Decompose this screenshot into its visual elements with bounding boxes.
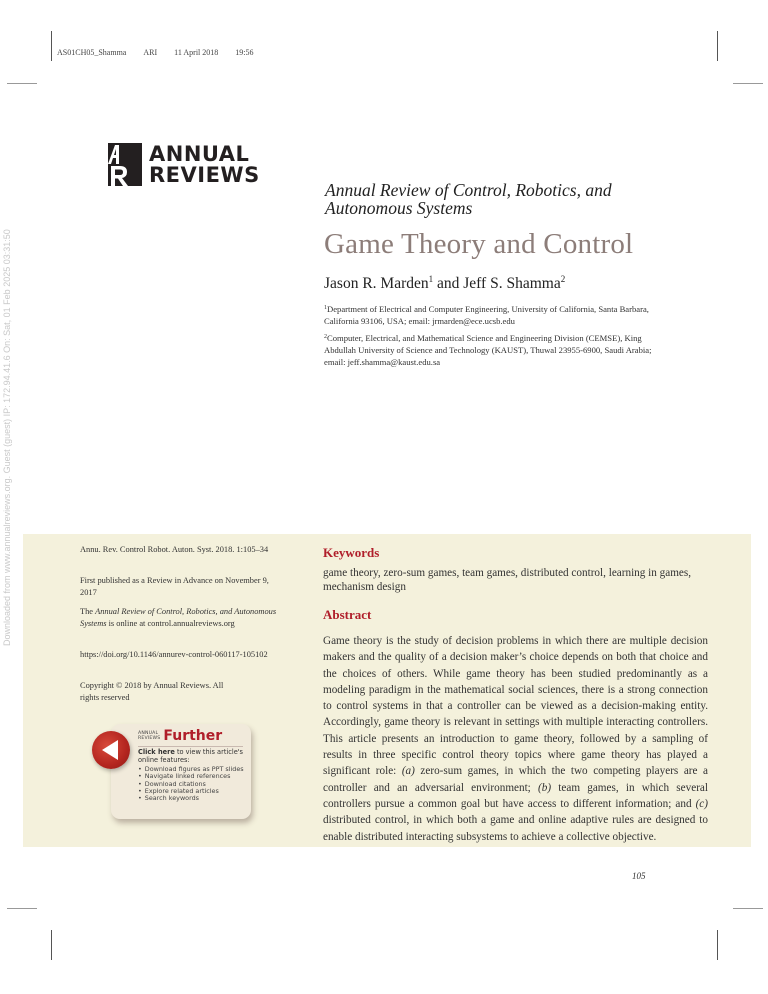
download-watermark: Downloaded from www.annualreviews.org. Guest (guest) IP: 172.94.41.6 On: Sat, 01 Feb 2025 03:31:50 [2,229,12,646]
online-info [80,606,280,630]
header-date: 11 April 2018 [174,48,219,57]
crop-mark [717,930,718,960]
further-intro [138,749,248,764]
abstract-text [323,633,708,845]
citation: Annu. Rev. Control Robot. Auton. Syst. 2018. 1:105–34 [80,545,269,554]
affiliation-text: Computer, Electrical, and Mathematical Science and Engineering Division (CEMSE), King Abdullah University of Science and Technology (KAUST), Thuwal 23955-6900, Saudi Arabia; email: jeff.shamma@kaust.edu.sa [324,333,652,367]
crop-mark [717,31,718,61]
crop-mark [733,908,763,909]
abstract-part: team games, in which several controllers pursue a common goal but have access to different information; and [323,781,708,810]
copyright: Copyright © 2018 by Annual Reviews. All rights reserved [80,681,224,702]
logo-line-1: ANNUAL [149,141,250,166]
journal-name: Annual Review of Control, Robotics, and Autonomous Systems [325,180,612,218]
online-journal: Annual Review of Control, Robotics, and Autonomous Systems [80,607,277,628]
abstract-part: Game theory is the study of decision problems in which there are multiple decision makers and the quality of a decision maker’s choice depends on both that choice and the choices of others. While game theory has been studied predominantly as a modeling paradigm in the mathematical social sciences, there is a strong connection to control systems in that a controller can be viewed as a decision-making entity. Accordingly, game theory is relevant in settings with multiple interacting controllers. This article presents an introduction to game theory, followed by a sampling of results in three specific control theory topics where game theory has played a significant role: [323,635,708,778]
first-published: First published as a Review in Advance on November 9, 2017 [80,576,269,597]
keywords-text: game theory, zero-sum games, team games, distributed control, learning in games, mechanism design [323,567,692,594]
further-brand [138,728,222,744]
enum-marker: (a) [401,765,415,778]
further-feature-list [138,766,244,802]
logo-line-2: REVIEWS [149,162,260,187]
crop-mark [7,83,37,84]
abstract-heading: Abstract [323,607,372,622]
header-time: 19:56 [235,48,254,57]
click-here-link[interactable]: Click here [138,748,175,756]
annual-reviews-logo[interactable] [108,143,260,186]
further-intro-text: to view this article's online features: [138,748,243,764]
author-name[interactable]: Jeff S. Shamma [463,275,561,292]
online-prefix: The [80,607,96,616]
affiliation-marker: 1 [428,274,434,284]
enum-marker: (b) [538,781,552,794]
affiliation [324,331,674,368]
back-arrow-icon [92,731,130,769]
abstract-part: zero-sum games, in which the two competing players are a controller and an adversarial environment; [323,765,708,794]
crop-mark [733,83,763,84]
doi-link[interactable]: https://doi.org/10.1146/annurev-control-060117-105102 [80,650,268,659]
list-item: • Navigate linked references [138,773,244,780]
divider [138,746,243,747]
list-item: • Download figures as PPT slides [138,766,244,773]
page-number: 105 [632,871,646,881]
brand-small-line-2: REVIEWS [138,736,161,741]
list-item: • Search keywords [138,795,244,802]
file-id: AS01CH05_Shamma [57,48,127,57]
logo-wordmark [149,141,260,187]
affiliation-number: 1 [324,305,327,311]
further-brand-title: Further [163,728,223,744]
affiliation-text: Department of Electrical and Computer Engineering, University of California, Santa Barbara, California 93106, USA; email: jrmarden@ece.ucsb.edu [324,304,649,326]
crop-mark [7,908,37,909]
author-list [324,274,565,293]
affiliation-marker: 2 [560,274,566,284]
journal-code: ARI [143,48,158,57]
running-header [57,48,254,57]
article-title: Game Theory and Control [324,228,634,260]
keywords-heading: Keywords [323,545,380,560]
brand-small-line-1: ANNUAL [138,731,159,736]
author-name[interactable]: Jason R. Marden [324,275,429,292]
further-brand-small [138,731,160,741]
ar-logo-icon [108,143,142,186]
crop-mark [51,31,52,61]
further-button[interactable] [92,731,130,769]
enum-marker: (c) [695,797,708,810]
list-item: • Explore related articles [138,788,244,795]
abstract-part: distributed control, in which both a game and online adaptive rules are designed to enable distributed interacting subsystems to achieve a collective objective. [323,814,708,843]
list-item: • Download citations [138,781,244,788]
online-suffix: is online at control.annualreviews.org [106,619,235,628]
affiliation [324,302,674,327]
author-joiner: and [433,275,464,292]
affiliation-number: 2 [324,334,327,340]
crop-mark [51,930,52,960]
